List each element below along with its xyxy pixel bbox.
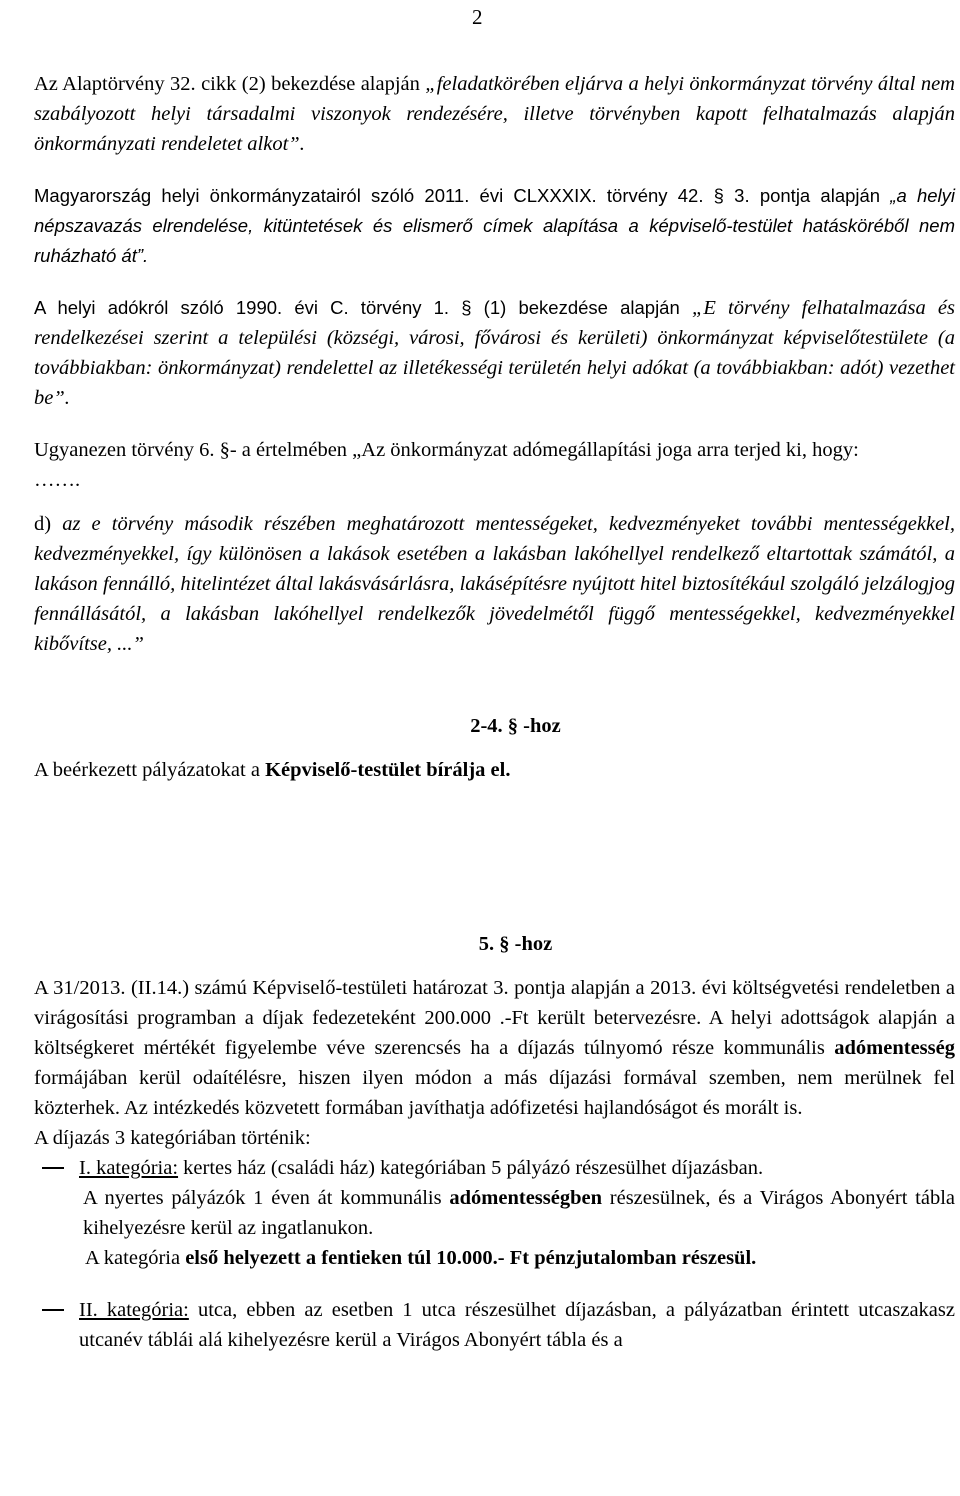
paragraph-text: A kategória — [85, 1247, 186, 1269]
category-text: kertes ház (családi ház) kategóriában 5 pályázó részesülhet díjazásban. — [178, 1157, 764, 1179]
category-list — [34, 1153, 955, 1355]
paragraph-kategoriak: A díjazás 3 kategóriában történik: — [34, 1127, 311, 1149]
category-2 — [79, 1295, 955, 1355]
page-number: 2 — [472, 5, 483, 29]
list-item — [34, 1153, 955, 1273]
paragraph-bold: adómentesség — [834, 1037, 955, 1059]
paragraph-bíralat — [34, 755, 955, 785]
dash-bullet-icon — [42, 1167, 64, 1169]
paragraph-bold: első helyezett a fentieken túl 10.000.- Ft pénzjutalomban részesül. — [185, 1247, 757, 1269]
paragraph-lead: d) — [34, 513, 63, 535]
paragraph-text: A 31/2013. (II.14.) számú Képviselő-testületi határozat 3. pontja alapján a 2013. évi költségvetési rendeletben a virágosítási programban a díjak fedezeteként 200.000 .-Ft került betervezésre. A helyi adottságok alapján a költségkeret mértékét figyelembe véve szerencsés ha a díjazás túlnyomó része kommunális — [34, 977, 955, 1059]
section-heading-5: 5. § -hoz — [478, 933, 553, 955]
paragraph-lead: Magyarország helyi önkormányzatairól szóló 2011. évi CLXXXIX. törvény 42. § 3. pontja alapján — [34, 185, 891, 206]
paragraph-lead: A beérkezett pályázatokat a — [34, 759, 266, 781]
category-label: I. kategória: — [79, 1157, 179, 1179]
category-1-prize — [79, 1243, 955, 1273]
paragraph-quote: az e törvény második részében meghatározott mentességeket, kedvezményeket további mentességekkel, kedvezményekkel, így különösen a lakások esetében a lakásban lakóhellyel rendelkező eltartottak számától, a lakáson fennálló, hitelintézet által lakásvásárlásra, lakásépítésre nyújtott hitel biztosítékául szolgáló jelzálogjog fennállásától, a lakásban lakóhellyel rendelkezők jövedelmétől függő mentességekkel, kedvezményekkel kibővítse, ...” — [34, 513, 956, 655]
paragraph-lead: A helyi adókról szóló 1990. évi C. törvény 1. § (1) bekezdése alapján — [34, 297, 692, 318]
paragraph-lead: Az Alaptörvény 32. cikk (2) bekezdése alapján — [34, 73, 426, 95]
paragraph-text: részesülnek, és a Virágos Abonyért tábla kihelyezésre kerül az ingatlanukon. — [83, 1187, 956, 1239]
paragraph-text: A nyertes pályázók 1 éven át kommunális — [83, 1187, 450, 1209]
paragraph-d-point — [34, 509, 955, 659]
paragraph-quote: „feladatkörében eljárva a helyi önkormányzat törvény által nem szabályozott helyi társadalmi viszonyok rendezésére, illetve törvényben kapott felhatalmazás alapján önkormányzati rendeletet alkot”. — [34, 73, 955, 155]
section-heading-2-4: 2-4. § -hoz — [470, 715, 561, 737]
list-item — [34, 1295, 955, 1355]
dash-bullet-icon — [42, 1309, 64, 1311]
category-1 — [79, 1153, 955, 1183]
paragraph-quote: „a helyi népszavazás elrendelése, kitüntetések és elismerő címek alapítása a képviselő-testület hatásköréből nem ruházható át”. — [34, 185, 955, 266]
paragraph-helyi-adok — [34, 293, 955, 413]
paragraph-alaptorveny — [34, 69, 955, 159]
document-body — [34, 69, 955, 1355]
paragraph-text: formájában kerül odaítélésre, hiszen ilyen módon a más díjazási formával szemben, nem merülnek fel közterhek. Az intézkedés közvetett formában javíthatja adófizetési hajlandóságot és morált is. — [34, 1067, 955, 1119]
category-text: utca, ebben az esetben 1 utca részesülhet díjazásban, a pályázatban érintett utcaszakasz utcanév táblái alá kihelyezésre kerül a Virágos Abonyért tábla és a — [79, 1299, 955, 1351]
category-1-details — [79, 1183, 955, 1243]
paragraph-bold: Képviselő-testület bírálja el. — [265, 759, 511, 781]
paragraph-bold: adómentességben — [449, 1187, 602, 1209]
paragraph-hatarozat — [34, 973, 955, 1123]
paragraph-mo-tv — [34, 181, 955, 271]
ellipsis: ……. — [34, 469, 81, 491]
category-label: II. kategória: — [79, 1299, 189, 1321]
paragraph-quote: „E törvény felhatalmazása és rendelkezései szerint a települési (községi, városi, fővárosi és kerületi) önkormányzat képviselőtestülete (a továbbiakban: önkormányzat) rendelettel az illetékességi területén helyi adókat (a továbbiakban: adót) vezethet be”. — [34, 297, 955, 409]
paragraph-ugyanezen: Ugyanezen törvény 6. §- a értelmében „Az önkormányzat adómegállapítási joga arra terjed ki, hogy: — [34, 439, 859, 461]
